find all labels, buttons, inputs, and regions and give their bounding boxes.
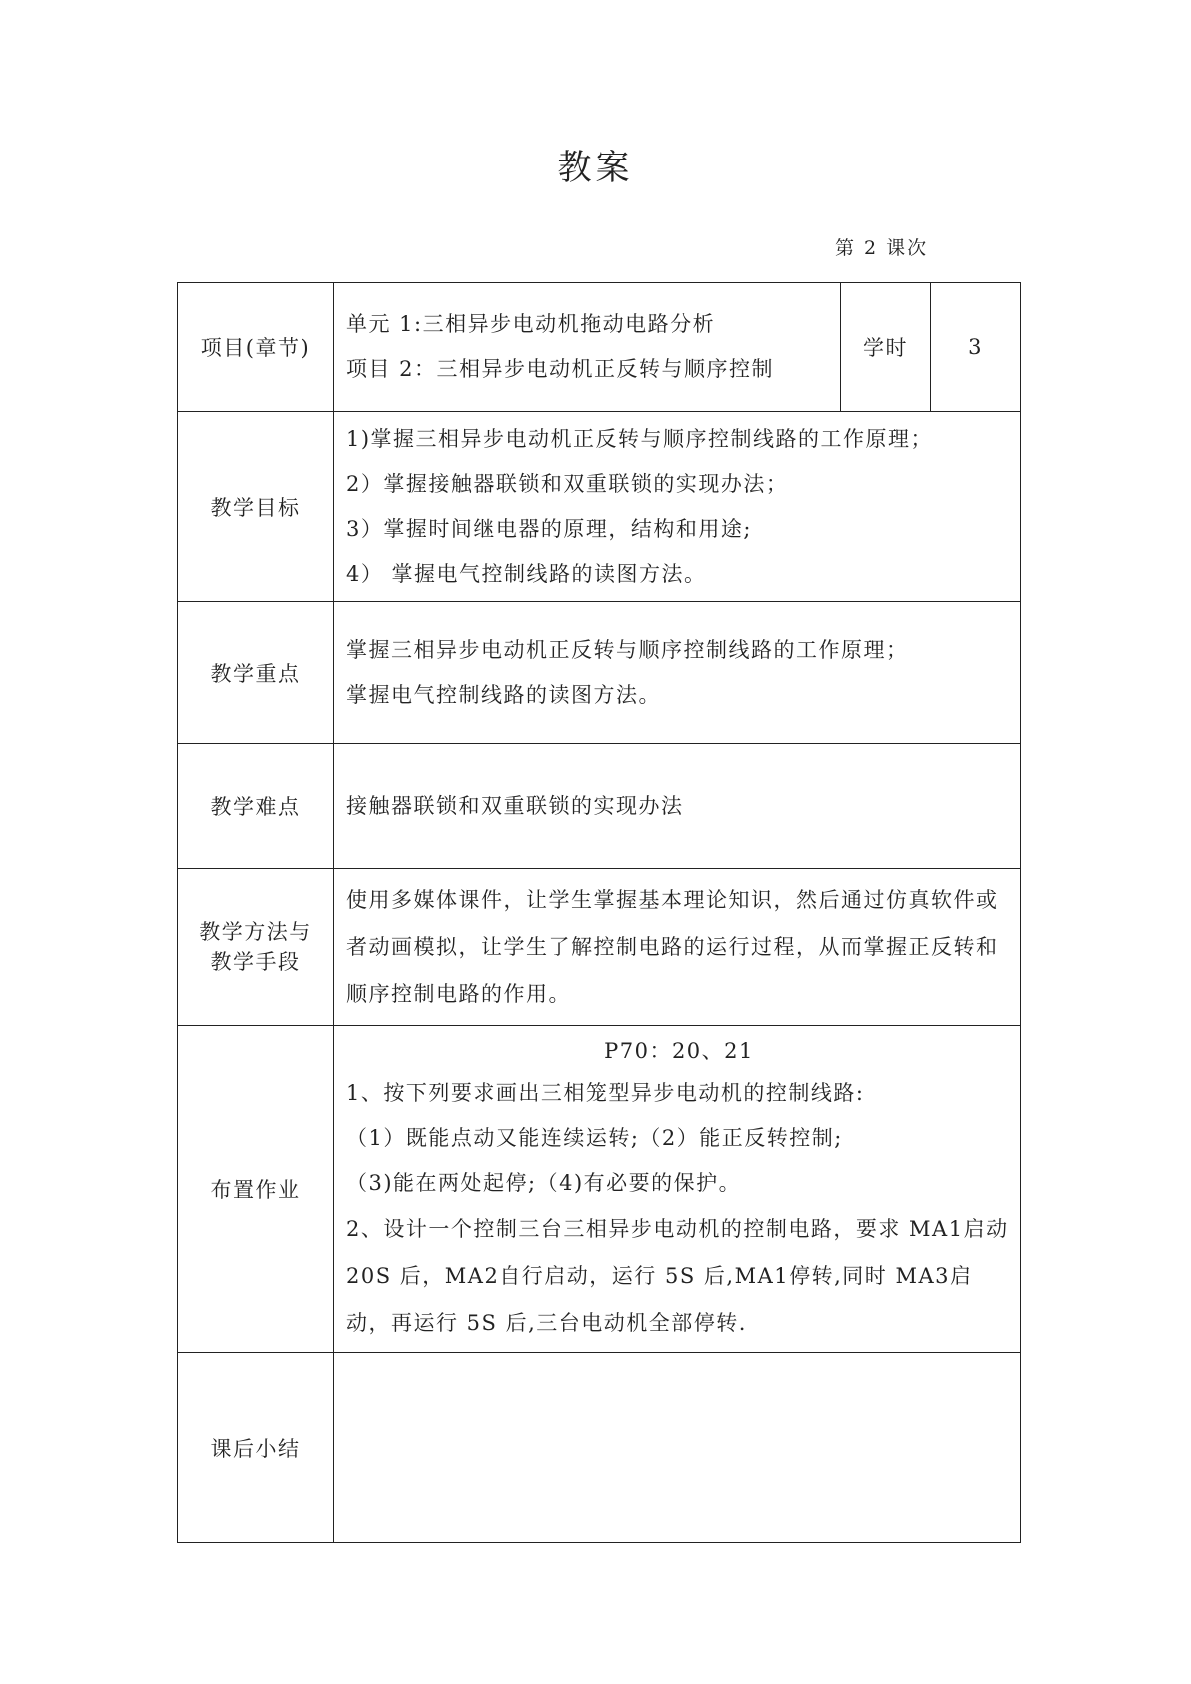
- row-methods: [178, 869, 1021, 1026]
- row-homework: [178, 1026, 1021, 1353]
- row-difficulties: [178, 744, 1021, 869]
- project-content: [334, 283, 841, 412]
- difficulties-content: [334, 744, 1021, 869]
- label-methods: [178, 869, 334, 1026]
- label-difficulties: 教学难点: [178, 744, 334, 869]
- summary-content: [334, 1353, 1021, 1543]
- key-point-line: 掌握电气控制线路的读图方法。: [346, 682, 661, 707]
- objective-line: 4） 掌握电气控制线路的读图方法。: [346, 561, 707, 586]
- label-key-points: 教学重点: [178, 602, 334, 744]
- project-unit-line: 单元 1:三相异步电动机拖动电路分析: [346, 312, 716, 336]
- hours-value: 3: [931, 283, 1021, 412]
- project-item-line: 项目 2：三相异步电动机正反转与顺序控制: [346, 357, 775, 381]
- label-methods-line1: 教学方法与: [199, 920, 312, 944]
- objective-line: 3）掌握时间继电器的原理，结构和用途;: [346, 516, 752, 541]
- document-title: 教案: [557, 148, 634, 188]
- homework-line: 1、按下列要求画出三相笼型异步电动机的控制线路:: [346, 1081, 865, 1105]
- label-methods-line2: 教学手段: [210, 950, 301, 974]
- label-summary: 课后小结: [178, 1353, 334, 1543]
- label-homework: 布置作业: [178, 1026, 334, 1353]
- homework-line: （1）既能点动又能连续运转;（2）能正反转控制;: [346, 1126, 843, 1150]
- objective-line: 2）掌握接触器联锁和双重联锁的实现办法；: [346, 471, 789, 496]
- row-project: [178, 283, 1021, 412]
- objectives-content: [334, 412, 1021, 602]
- key-points-content: [334, 602, 1021, 744]
- homework-item2: 2、设计一个控制三台三相异步电动机的控制电路，要求 MA1启动 20S 后，MA2自行启动，运行 5S 后,MA1停转,同时 MA3启动，再运行 5S 后,三台电动机全部停转.: [346, 1217, 1009, 1335]
- methods-content: [334, 869, 1021, 1026]
- label-objectives: 教学目标: [178, 412, 334, 602]
- difficulty-text: 接触器联锁和双重联锁的实现办法: [346, 793, 684, 818]
- row-summary: [178, 1353, 1021, 1543]
- label-hours: 学时: [841, 283, 931, 412]
- objective-line: 1)掌握三相异步电动机正反转与顺序控制线路的工作原理；: [346, 426, 934, 451]
- key-point-line: 掌握三相异步电动机正反转与顺序控制线路的工作原理；: [346, 637, 909, 662]
- methods-text: 使用多媒体课件，让学生掌握基本理论知识，然后通过仿真软件或者动画模拟，让学生了解控制电路的运行过程，从而掌握正反转和顺序控制电路的作用。: [346, 887, 999, 1006]
- row-objectives: [178, 412, 1021, 602]
- lesson-plan-table: [177, 282, 1021, 1543]
- row-key-points: [178, 602, 1021, 744]
- label-project: 项目(章节): [178, 283, 334, 412]
- lesson-number: 第 2 课次: [835, 237, 929, 259]
- homework-line: （3)能在两处起停;（4)有必要的保护。: [346, 1171, 742, 1195]
- homework-header: P70：20、21: [604, 1039, 754, 1063]
- homework-content: [334, 1026, 1021, 1353]
